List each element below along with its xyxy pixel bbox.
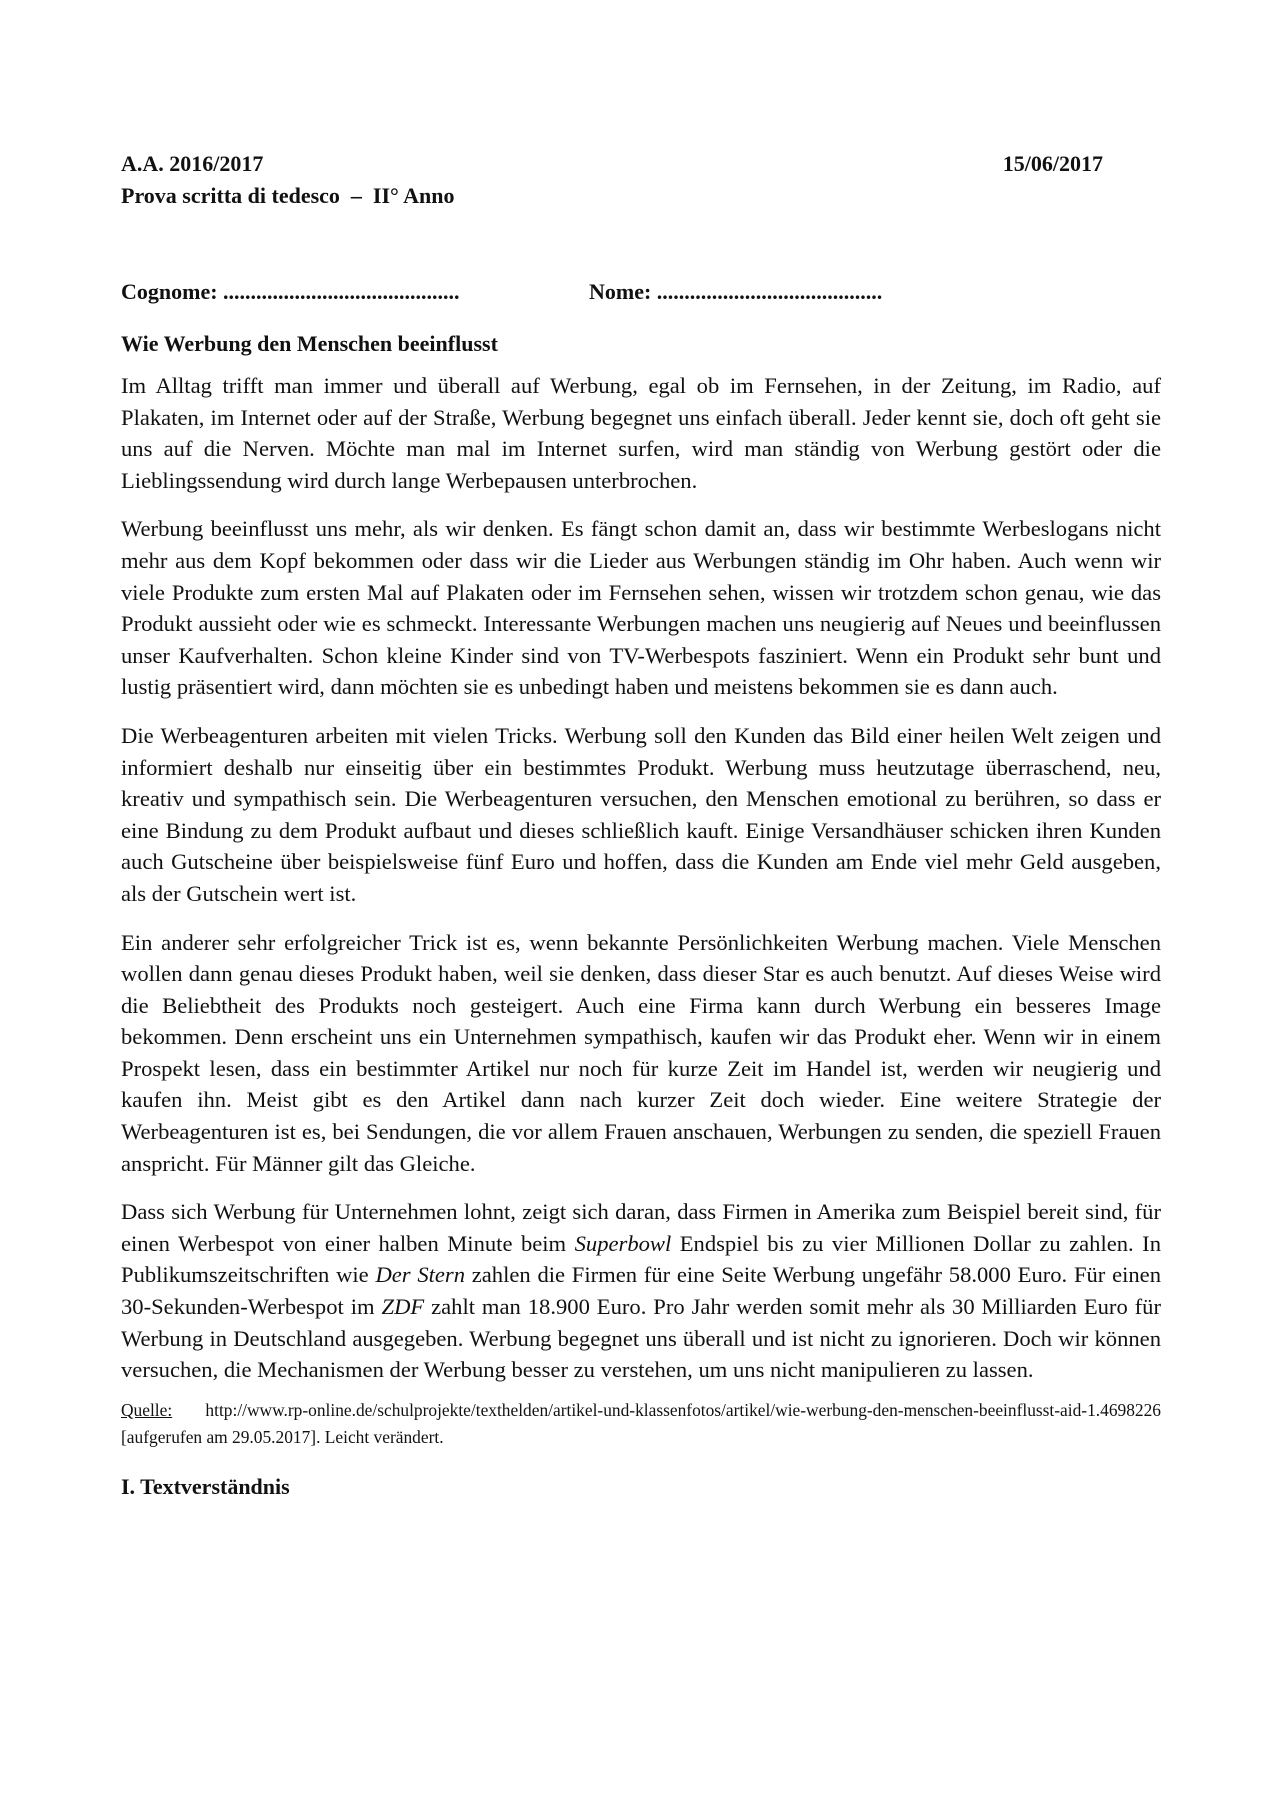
- exam-subtitle: Prova scritta di tedesco – II° Anno: [121, 183, 455, 208]
- source-citation: [121, 1397, 1166, 1451]
- article-body: [121, 370, 1161, 1386]
- source-label: Quelle:: [121, 1399, 173, 1420]
- paragraph-3: Die Werbeagenturen arbeiten mit vielen Tricks. Werbung soll den Kunden das Bild einer heilen Welt zeigen und informiert deshalb nur einseitig über ein bestimmtes Produkt. Werbung muss heutzutage überraschend, neu, kreativ und sympathisch sein. Die Werbeagenturen versuchen, den Menschen emotional zu berühren, so dass er eine Bindung zu dem Produkt aufbaut und dieses schließlich kauft. Einige Versandhäuser schicken ihren Kunden auch Gutscheine über beispielsweise fünf Euro und hoffen, dass die Kunden am Ende viel mehr Geld ausgeben, als der Gutschein wert ist.: [121, 722, 1161, 906]
- p5-text-1: Dass sich Werbung für Unternehmen lohnt, zeigt sich daran, dass Firmen in Amerika zum Beispiel bereit sind, für einen Werbespot von einer halben Minute beim: [121, 1199, 1161, 1256]
- p5-text-2: Endspiel bis zu vier Millionen Dollar zu zahlen. In Publikumszeitschriften wie: [121, 1230, 1162, 1288]
- p5-text-3: zahlen die Firmen für eine Seite Werbung ungefähr 58.000 Euro. Für einen 30-Sekunden-Werbespot im: [121, 1262, 1161, 1320]
- surname-field: Cognome: ...........................................: [121, 279, 460, 304]
- document-page: [121, 148, 1166, 1503]
- p5-italic-superbowl: Superbowl: [574, 1230, 672, 1256]
- exam-date: 15/06/2017: [1002, 151, 1103, 176]
- paragraph-5: [121, 1196, 1161, 1386]
- header-row: [121, 148, 1161, 180]
- paragraph-4: Ein anderer sehr erfolgreicher Trick ist es, wenn bekannte Persönlichkeiten Werbung machen. Viele Menschen wollen dann genau dieses Produkt haben, weil sie denken, dass dieser Star es auch benutzt. Auf dieses Weise wird die Beliebtheit des Produkts noch gesteigert. Auch eine Firma kann durch Werbung ein besseres Image bekommen. Denn erscheint uns ein Unternehmen sympathisch, kaufen wir das Produkt eher. Wenn wir in einem Prospekt lesen, dass ein bestimmter Artikel nur noch für kurze Zeit im Handel ist, werden wir neugierig und kaufen ihn. Meist gibt es den Artikel dann nach kurzer Zeit doch wieder. Eine weitere Strategie der Werbeagenturen ist es, bei Sendungen, die vor allem Frauen anschauen, Werbungen zu senden, die speziell Frauen anspricht. Für Männer gilt das Gleiche.: [121, 929, 1161, 1176]
- article-title: Wie Werbung den Menschen beeinflusst: [121, 331, 498, 356]
- p5-italic-zdf: ZDF: [381, 1294, 425, 1320]
- section-heading: I. Textverständnis: [121, 1473, 290, 1499]
- source-text: http://www.rp-online.de/schulprojekte/texthelden/artikel-und-klassenfotos/artikel/wie-werbung-den-menschen-beeinflusst-aid-1.4698226 [aufgerufen am 29.05.2017]. Leicht verändert.: [121, 1399, 1166, 1447]
- paragraph-1: Im Alltag trifft man immer und überall auf Werbung, egal ob im Fernsehen, in der Zeitung, im Radio, auf Plakaten, im Internet oder auf der Straße, Werbung begegnet uns einfach überall. Jeder kennt sie, doch oft geht sie uns auf die Nerven. Möchte man mal im Internet surfen, wird man ständig von Werbung gestört oder die Lieblingssendung wird durch lange Werbepausen unterbrochen.: [121, 373, 1161, 493]
- p5-text-4: zahlt man 18.900 Euro. Pro Jahr werden somit mehr als 30 Milliarden Euro für Werbung in Deutschland ausgegeben. Werbung begegnet uns überall und ist nicht zu ignorieren. Doch wir können versuchen, die Mechanismen der Werbung besser zu verstehen, um uns nicht manipulieren zu lassen.: [121, 1294, 1162, 1383]
- name-fields: [121, 276, 1161, 308]
- name-field: Nome: .........................................: [589, 279, 883, 304]
- paragraph-2: Werbung beeinflusst uns mehr, als wir denken. Es fängt schon damit an, dass wir bestimmte Werbeslogans nicht mehr aus dem Kopf bekommen oder dass wir die Lieder aus Werbungen ständig im Ohr haben. Auch wenn wir viele Produkte zum ersten Mal auf Plakaten oder im Fernsehen sehen, wissen wir trotzdem schon genau, wie das Produkt aussieht oder wie es schmeckt. Interessante Werbungen machen uns neugierig auf Neues und beeinflussen unser Kaufverhalten. Schon kleine Kinder sind von TV-Werbespots fasziniert. Wenn ein Produkt sehr bunt und lustig präsentiert wird, dann möchten sie es unbedingt haben und meistens bekommen sie es dann auch.: [121, 516, 1161, 700]
- academic-year: A.A. 2016/2017: [121, 151, 264, 176]
- p5-italic-stern: Der Stern: [375, 1262, 466, 1288]
